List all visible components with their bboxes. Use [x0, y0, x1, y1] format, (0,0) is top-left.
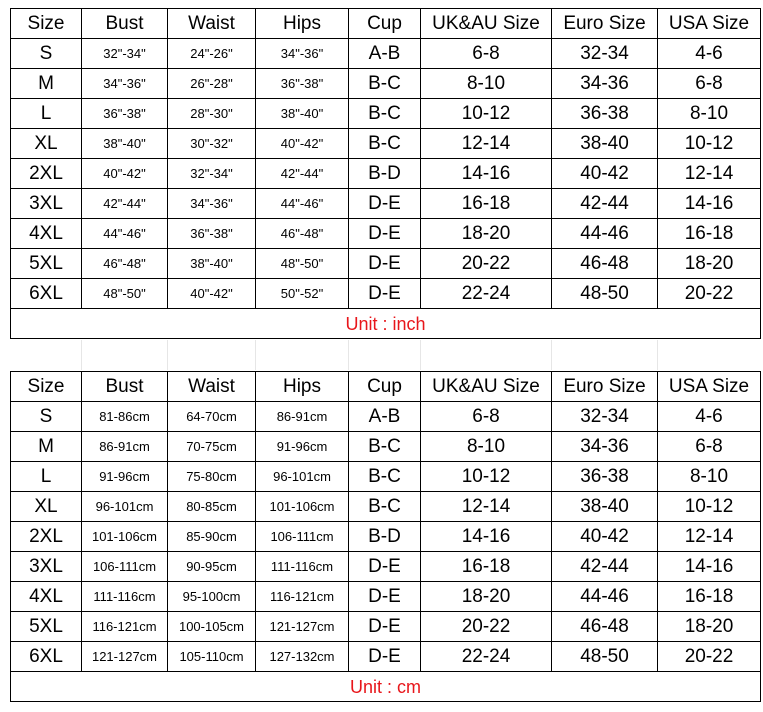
- cell-bust: 121-127cm: [82, 642, 168, 672]
- cell-cup: B-C: [349, 462, 421, 492]
- cell-uk-au-size: 12-14: [421, 129, 552, 159]
- cell-usa-size: 18-20: [658, 612, 761, 642]
- cell-uk-au-size: 22-24: [421, 642, 552, 672]
- cell-usa-size: 6-8: [658, 432, 761, 462]
- cell-size: L: [11, 99, 82, 129]
- cell-uk-au-size: 14-16: [421, 159, 552, 189]
- cell-size: M: [11, 432, 82, 462]
- table-row: [11, 492, 761, 522]
- cell-bust: 81-86cm: [82, 402, 168, 432]
- cell-size: M: [11, 69, 82, 99]
- cell-uk-au-size: 6-8: [421, 402, 552, 432]
- cell-usa-size: 14-16: [658, 189, 761, 219]
- cell-usa-size: 18-20: [658, 249, 761, 279]
- cell-euro-size: 36-38: [552, 99, 658, 129]
- header-euro-size: Euro Size: [552, 9, 658, 39]
- cell-uk-au-size: 18-20: [421, 582, 552, 612]
- cell-usa-size: 8-10: [658, 99, 761, 129]
- cell-usa-size: 4-6: [658, 39, 761, 69]
- cell-hips: 91-96cm: [256, 432, 349, 462]
- header-waist: Waist: [168, 372, 256, 402]
- cell-euro-size: 44-46: [552, 219, 658, 249]
- header-size: Size: [11, 372, 82, 402]
- cell-hips: 101-106cm: [256, 492, 349, 522]
- cm-table-footer: [11, 672, 761, 702]
- header-bust: Bust: [82, 372, 168, 402]
- cm-table-body: [11, 402, 761, 672]
- cell-usa-size: 12-14: [658, 159, 761, 189]
- cell-waist: 64-70cm: [168, 402, 256, 432]
- table-row: [11, 279, 761, 309]
- cell-uk-au-size: 14-16: [421, 522, 552, 552]
- cell-usa-size: 12-14: [658, 522, 761, 552]
- header-euro-size: Euro Size: [552, 372, 658, 402]
- cell-euro-size: 46-48: [552, 249, 658, 279]
- cell-uk-au-size: 22-24: [421, 279, 552, 309]
- header-row: [11, 372, 761, 402]
- cell-waist: 80-85cm: [168, 492, 256, 522]
- cell-bust: 91-96cm: [82, 462, 168, 492]
- cell-usa-size: 4-6: [658, 402, 761, 432]
- cell-uk-au-size: 10-12: [421, 462, 552, 492]
- cell-cup: B-C: [349, 432, 421, 462]
- cell-hips: 111-116cm: [256, 552, 349, 582]
- cell-waist: 28"-30": [168, 99, 256, 129]
- table-row: [11, 129, 761, 159]
- table-row: [11, 552, 761, 582]
- cell-waist: 95-100cm: [168, 582, 256, 612]
- cell-hips: 106-111cm: [256, 522, 349, 552]
- header-row: [11, 9, 761, 39]
- cell-hips: 34"-36": [256, 39, 349, 69]
- cell-hips: 46"-48": [256, 219, 349, 249]
- table-row: [11, 39, 761, 69]
- cell-waist: 30"-32": [168, 129, 256, 159]
- cell-bust: 34"-36": [82, 69, 168, 99]
- cell-cup: D-E: [349, 552, 421, 582]
- cell-hips: 36"-38": [256, 69, 349, 99]
- cm-size-table: [10, 371, 761, 702]
- cell-size: 5XL: [11, 249, 82, 279]
- cell-bust: 44"-46": [82, 219, 168, 249]
- cell-bust: 36"-38": [82, 99, 168, 129]
- header-hips: Hips: [256, 9, 349, 39]
- cell-bust: 111-116cm: [82, 582, 168, 612]
- table-row: [11, 249, 761, 279]
- cell-size: 2XL: [11, 159, 82, 189]
- cell-bust: 42"-44": [82, 189, 168, 219]
- cell-euro-size: 42-44: [552, 189, 658, 219]
- header-size: Size: [11, 9, 82, 39]
- cell-hips: 96-101cm: [256, 462, 349, 492]
- cell-size: XL: [11, 492, 82, 522]
- cell-usa-size: 10-12: [658, 492, 761, 522]
- cell-cup: D-E: [349, 582, 421, 612]
- cell-hips: 40"-42": [256, 129, 349, 159]
- table-row: [11, 432, 761, 462]
- cell-bust: 86-91cm: [82, 432, 168, 462]
- cell-bust: 40"-42": [82, 159, 168, 189]
- cell-cup: B-C: [349, 69, 421, 99]
- cell-waist: 24"-26": [168, 39, 256, 69]
- cell-euro-size: 40-42: [552, 159, 658, 189]
- cell-size: 6XL: [11, 642, 82, 672]
- cell-waist: 40"-42": [168, 279, 256, 309]
- cell-usa-size: 16-18: [658, 582, 761, 612]
- cell-uk-au-size: 16-18: [421, 552, 552, 582]
- cell-usa-size: 8-10: [658, 462, 761, 492]
- cell-euro-size: 34-36: [552, 69, 658, 99]
- cell-usa-size: 10-12: [658, 129, 761, 159]
- unit-label-cm: Unit : cm: [11, 672, 761, 702]
- cell-size: L: [11, 462, 82, 492]
- cell-cup: A-B: [349, 39, 421, 69]
- cell-hips: 50"-52": [256, 279, 349, 309]
- cell-cup: D-E: [349, 189, 421, 219]
- cell-bust: 106-111cm: [82, 552, 168, 582]
- unit-label-inch: Unit : inch: [11, 309, 761, 339]
- header-usa-size: USA Size: [658, 9, 761, 39]
- cell-bust: 96-101cm: [82, 492, 168, 522]
- inch-table-body: [11, 39, 761, 309]
- cell-euro-size: 38-40: [552, 492, 658, 522]
- cell-uk-au-size: 18-20: [421, 219, 552, 249]
- header-uk-au-size: UK&AU Size: [421, 9, 552, 39]
- cell-hips: 127-132cm: [256, 642, 349, 672]
- cell-cup: D-E: [349, 249, 421, 279]
- cell-euro-size: 48-50: [552, 642, 658, 672]
- cell-cup: D-E: [349, 642, 421, 672]
- cell-cup: B-D: [349, 159, 421, 189]
- cell-size: 5XL: [11, 612, 82, 642]
- cell-cup: B-C: [349, 492, 421, 522]
- cell-hips: 48"-50": [256, 249, 349, 279]
- cell-size: 3XL: [11, 552, 82, 582]
- cell-cup: B-C: [349, 129, 421, 159]
- header-cup: Cup: [349, 9, 421, 39]
- inch-table-footer: [11, 309, 761, 339]
- cell-size: 6XL: [11, 279, 82, 309]
- inch-size-table: [10, 8, 761, 339]
- cell-hips: 38"-40": [256, 99, 349, 129]
- cell-size: 4XL: [11, 582, 82, 612]
- table-row: [11, 612, 761, 642]
- cell-size: 2XL: [11, 522, 82, 552]
- cell-bust: 116-121cm: [82, 612, 168, 642]
- table-row: [11, 219, 761, 249]
- cell-cup: D-E: [349, 279, 421, 309]
- cell-uk-au-size: 10-12: [421, 99, 552, 129]
- cell-euro-size: 34-36: [552, 432, 658, 462]
- cell-size: S: [11, 402, 82, 432]
- table-separator: [10, 340, 760, 370]
- cell-waist: 36"-38": [168, 219, 256, 249]
- cell-hips: 42"-44": [256, 159, 349, 189]
- cell-hips: 116-121cm: [256, 582, 349, 612]
- cell-waist: 26"-28": [168, 69, 256, 99]
- cell-size: 3XL: [11, 189, 82, 219]
- table-row: [11, 462, 761, 492]
- cell-uk-au-size: 12-14: [421, 492, 552, 522]
- header-waist: Waist: [168, 9, 256, 39]
- cell-cup: D-E: [349, 612, 421, 642]
- cell-uk-au-size: 6-8: [421, 39, 552, 69]
- cell-hips: 44"-46": [256, 189, 349, 219]
- cell-euro-size: 36-38: [552, 462, 658, 492]
- cell-euro-size: 38-40: [552, 129, 658, 159]
- cell-euro-size: 48-50: [552, 279, 658, 309]
- cell-euro-size: 44-46: [552, 582, 658, 612]
- cell-bust: 46"-48": [82, 249, 168, 279]
- cell-usa-size: 14-16: [658, 552, 761, 582]
- cell-usa-size: 16-18: [658, 219, 761, 249]
- cell-waist: 105-110cm: [168, 642, 256, 672]
- header-cup: Cup: [349, 372, 421, 402]
- cell-euro-size: 42-44: [552, 552, 658, 582]
- cell-cup: B-C: [349, 99, 421, 129]
- table-row: [11, 189, 761, 219]
- table-row: [11, 99, 761, 129]
- cell-bust: 48"-50": [82, 279, 168, 309]
- cell-uk-au-size: 20-22: [421, 249, 552, 279]
- cell-uk-au-size: 16-18: [421, 189, 552, 219]
- cell-waist: 34"-36": [168, 189, 256, 219]
- cell-usa-size: 20-22: [658, 279, 761, 309]
- cell-size: S: [11, 39, 82, 69]
- cell-cup: B-D: [349, 522, 421, 552]
- cell-euro-size: 32-34: [552, 39, 658, 69]
- inch-table-header: [11, 9, 761, 39]
- cell-euro-size: 40-42: [552, 522, 658, 552]
- cell-uk-au-size: 8-10: [421, 432, 552, 462]
- cell-euro-size: 46-48: [552, 612, 658, 642]
- table-row: [11, 642, 761, 672]
- cell-waist: 90-95cm: [168, 552, 256, 582]
- table-row: [11, 402, 761, 432]
- cm-table-header: [11, 372, 761, 402]
- cell-cup: D-E: [349, 219, 421, 249]
- header-bust: Bust: [82, 9, 168, 39]
- cell-uk-au-size: 20-22: [421, 612, 552, 642]
- header-usa-size: USA Size: [658, 372, 761, 402]
- cell-waist: 85-90cm: [168, 522, 256, 552]
- table-row: [11, 159, 761, 189]
- cell-bust: 38"-40": [82, 129, 168, 159]
- cell-cup: A-B: [349, 402, 421, 432]
- cell-uk-au-size: 8-10: [421, 69, 552, 99]
- cell-waist: 75-80cm: [168, 462, 256, 492]
- cell-size: 4XL: [11, 219, 82, 249]
- cell-euro-size: 32-34: [552, 402, 658, 432]
- cell-size: XL: [11, 129, 82, 159]
- cell-bust: 32"-34": [82, 39, 168, 69]
- cell-waist: 32"-34": [168, 159, 256, 189]
- table-row: [11, 582, 761, 612]
- cell-hips: 121-127cm: [256, 612, 349, 642]
- cell-usa-size: 6-8: [658, 69, 761, 99]
- header-hips: Hips: [256, 372, 349, 402]
- cell-waist: 100-105cm: [168, 612, 256, 642]
- table-row: [11, 522, 761, 552]
- cell-hips: 86-91cm: [256, 402, 349, 432]
- cell-waist: 70-75cm: [168, 432, 256, 462]
- cell-bust: 101-106cm: [82, 522, 168, 552]
- header-uk-au-size: UK&AU Size: [421, 372, 552, 402]
- table-row: [11, 69, 761, 99]
- cell-usa-size: 20-22: [658, 642, 761, 672]
- cell-waist: 38"-40": [168, 249, 256, 279]
